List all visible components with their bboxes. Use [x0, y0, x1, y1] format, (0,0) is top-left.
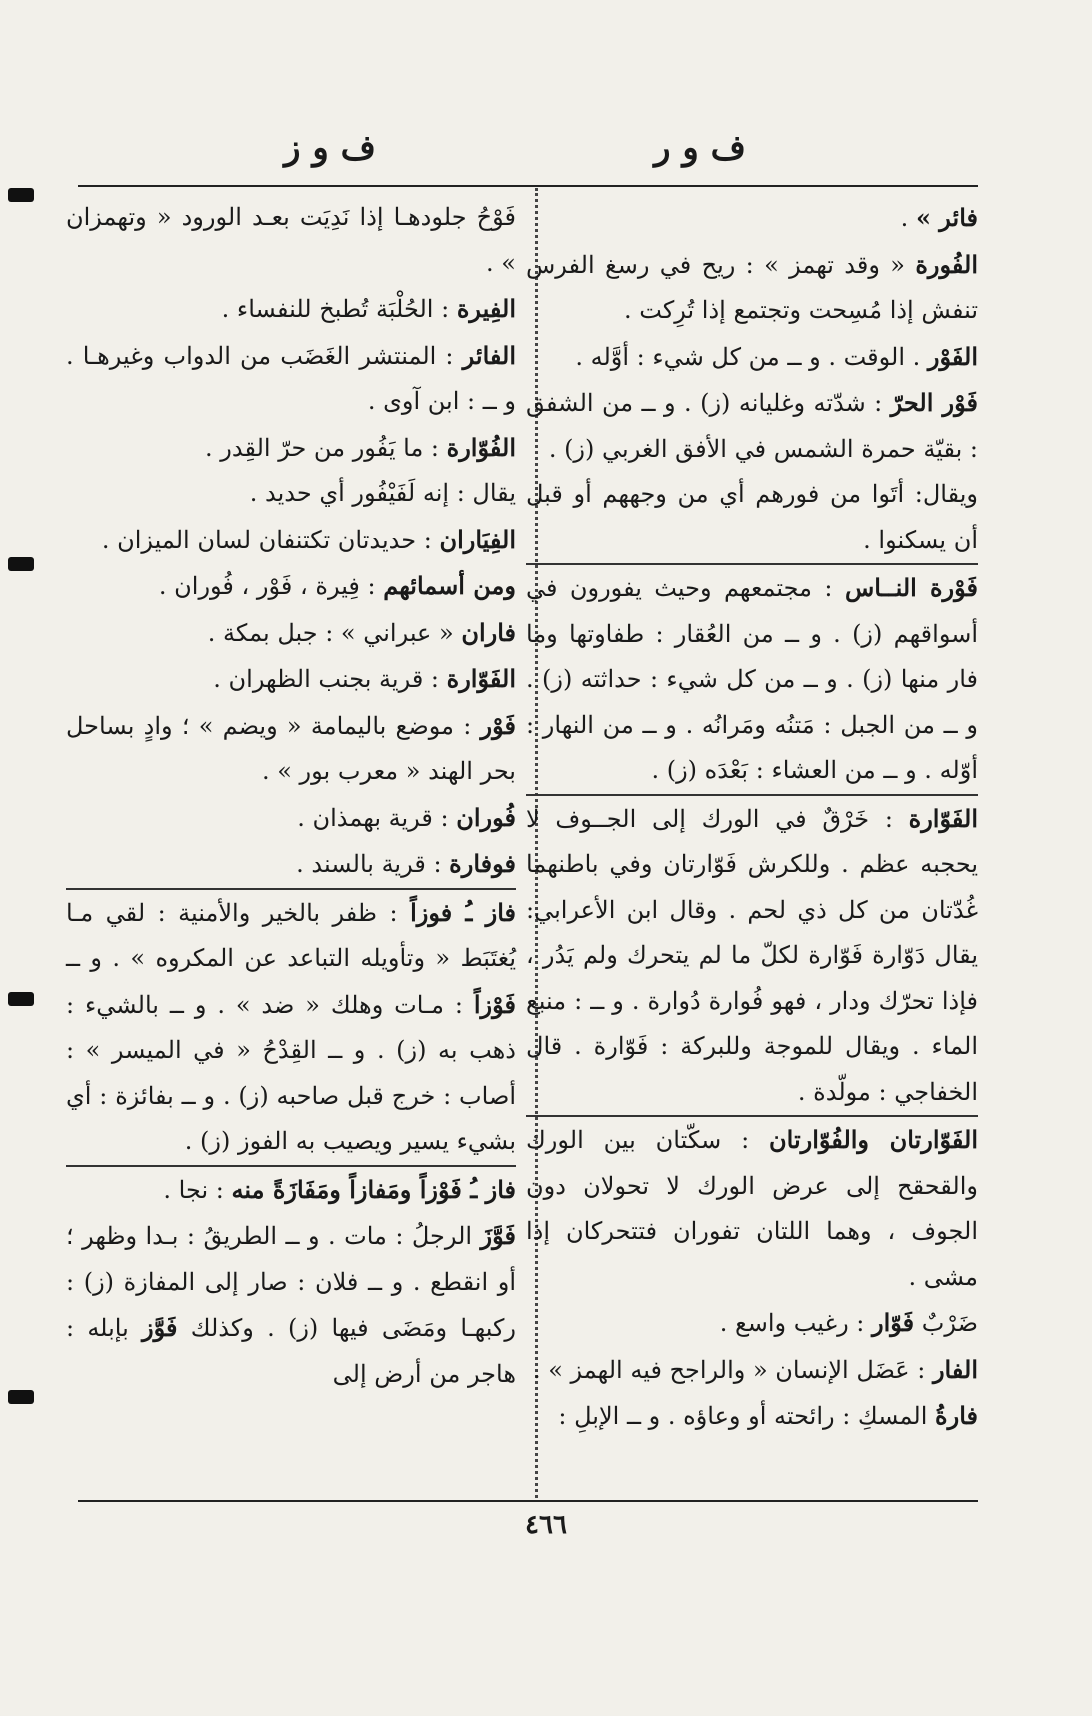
margin-mark	[8, 188, 34, 202]
dictionary-entry: يقال : إنه لَفَيْفُور أي حديد .	[249, 479, 516, 507]
right-column	[526, 195, 978, 1495]
dictionary-entry: فاران « عبراني » : جبل بمكة .	[207, 617, 516, 647]
page-number: ٤٦٦	[525, 1510, 567, 1540]
margin-mark	[8, 1390, 34, 1404]
dictionary-entry: ضَرْبٌ فَوّار : رغيب واسع .	[719, 1308, 978, 1337]
left-column	[66, 195, 516, 1495]
dictionary-entry: فوفارة : قرية بالسند .	[296, 849, 516, 878]
dictionary-entry: الفَوّارة : خَرْقٌ في الورك إلى الجــوف لا يحجبه عظم . وللكرش فَوّارتان وفي باطنهما غُدّتان من كل ذي لحم . وقال ابن الأعرابي: يقال دَوّارة فَوّارة لكلّ ما لم يتحرك ولم يَدُر ، فإذا تحرّك ودار ، فهو فُوارة دُوارة . و ــ : منبع الماء . ويقال للموجة وللبركة : فَوّارة . قال الخفاجي : مولّدة .	[526, 794, 978, 1116]
bottom-rule	[78, 1500, 978, 1502]
margin-mark	[8, 557, 34, 571]
dictionary-entry: فَوْرة النــاس : مجتمعهم وحيث يفورون في أسواقهم (ز) . و ــ من العُقار : طفاوتها وما فار منها (ز) . و ــ من كل شيء : حداثته (ز) . و ــ من الجبل : مَتنُه ومَرانُه . و ــ من النهار : أوّله . و ــ من العشاء : بَعْدَه (ز) .	[526, 563, 978, 794]
dictionary-entry: فَوْر : موضع باليمامة « ويضم » ؛ وادٍ بساحل بحر الهند « معرب بور » .	[66, 710, 516, 785]
dictionary-entry: فاز ـُ فوزاً : ظفر بالخير والأمنية : لقي مـا يُغتَبَط « وتأويله التباعد عن المكروه » . و ــ فَوْزاً : مـات وهلك « ضد » . و ــ بالشيء : ذهب به (ز) . و ــ القِدْحُ « في الميسر » : أصاب : خرج قبل صاحبه (ز) . و ــ بفائزة : أي بشيء يسير ويصيب به الفوز (ز) .	[66, 888, 516, 1165]
root-heading-left: ف و ز	[284, 128, 376, 168]
dictionary-entry: الفِيَاران : حديدتان تكتنفان لسان الميزان .	[101, 524, 516, 554]
dictionary-entry: الفُوّارة : ما يَفُور من حرّ القِدر .	[205, 432, 516, 462]
dictionary-entry: فَوْر الحرّ : شدّته وغليانه (ز) . و ــ من الشفق : بقيّة حمرة الشمس في الأفق الغربي (ز) .	[526, 388, 979, 463]
dictionary-entry: فارةُ المسكِ : رائحته أو وعاؤه . و ــ الإبلِ :	[558, 1401, 978, 1430]
root-heading-right: ف و ر	[654, 128, 746, 168]
dictionary-entry: الفِيرة : الحُلْبَة تُطبخ للنفساء .	[221, 294, 516, 323]
dictionary-entry: الفار : عَضَل الإنسان « والراجح فيه الهمز » .	[532, 1354, 978, 1384]
dictionary-entry: ويقال: أتَوا من فورهم أي من وجههم أو قبل أن يسكنوا .	[526, 480, 978, 554]
dictionary-entry: فَوَّزَ الرجلُ : مات . و ــ الطريقُ : بـدا وظهر ؛ أو انقطع . و ــ فلان : صار إلى المفازة (ز) : ركبهـا ومَضَى فيها (ز) . وكذلك فَوَّز بإبله : هاجر من أرض إلى	[66, 1221, 516, 1388]
dictionary-entry: فَوْحُ جلودهـا إذا نَدِيَت بعـد الورود « وتهمزان » .	[66, 203, 516, 277]
dictionary-entry: الفَوّارتان والفُوّارتان : سكّتان بين الورك والقحقح إلى عرض الورك لا تحولان دون الجوف ، وهما اللتان تفوران فتتحركان إذا مشى .	[526, 1115, 978, 1300]
dictionary-entry: الفَوْر . الوقت . و ــ من كل شيء : أوَّله .	[575, 341, 978, 371]
dictionary-entry: فُوران : قرية بهمذان .	[297, 802, 516, 832]
margin-mark	[8, 992, 34, 1006]
dictionary-entry: الفائر : المنتشر الغَضَب من الدواب وغيرهـا . و ــ : ابن آوى .	[66, 340, 516, 415]
dictionary-entry: ومن أسمائهم : فِيرة ، فَوْر ، فُوران .	[158, 571, 516, 600]
dictionary-entry: الفُورة « وقد تهمز » : ريح في رسغ الفرس تنفش إذا مُسِحت وتجتمع إذا تُرِكت .	[526, 249, 978, 324]
dictionary-entry: فاز ـُ فَوْزاً ومَفازاً ومَفَازَةً منه : نجا .	[66, 1165, 516, 1214]
dictionary-entry: الفَوّارة : قرية بجنب الظهران .	[213, 664, 516, 693]
dictionary-entry: فائر » .	[900, 203, 978, 232]
top-rule	[78, 185, 978, 187]
